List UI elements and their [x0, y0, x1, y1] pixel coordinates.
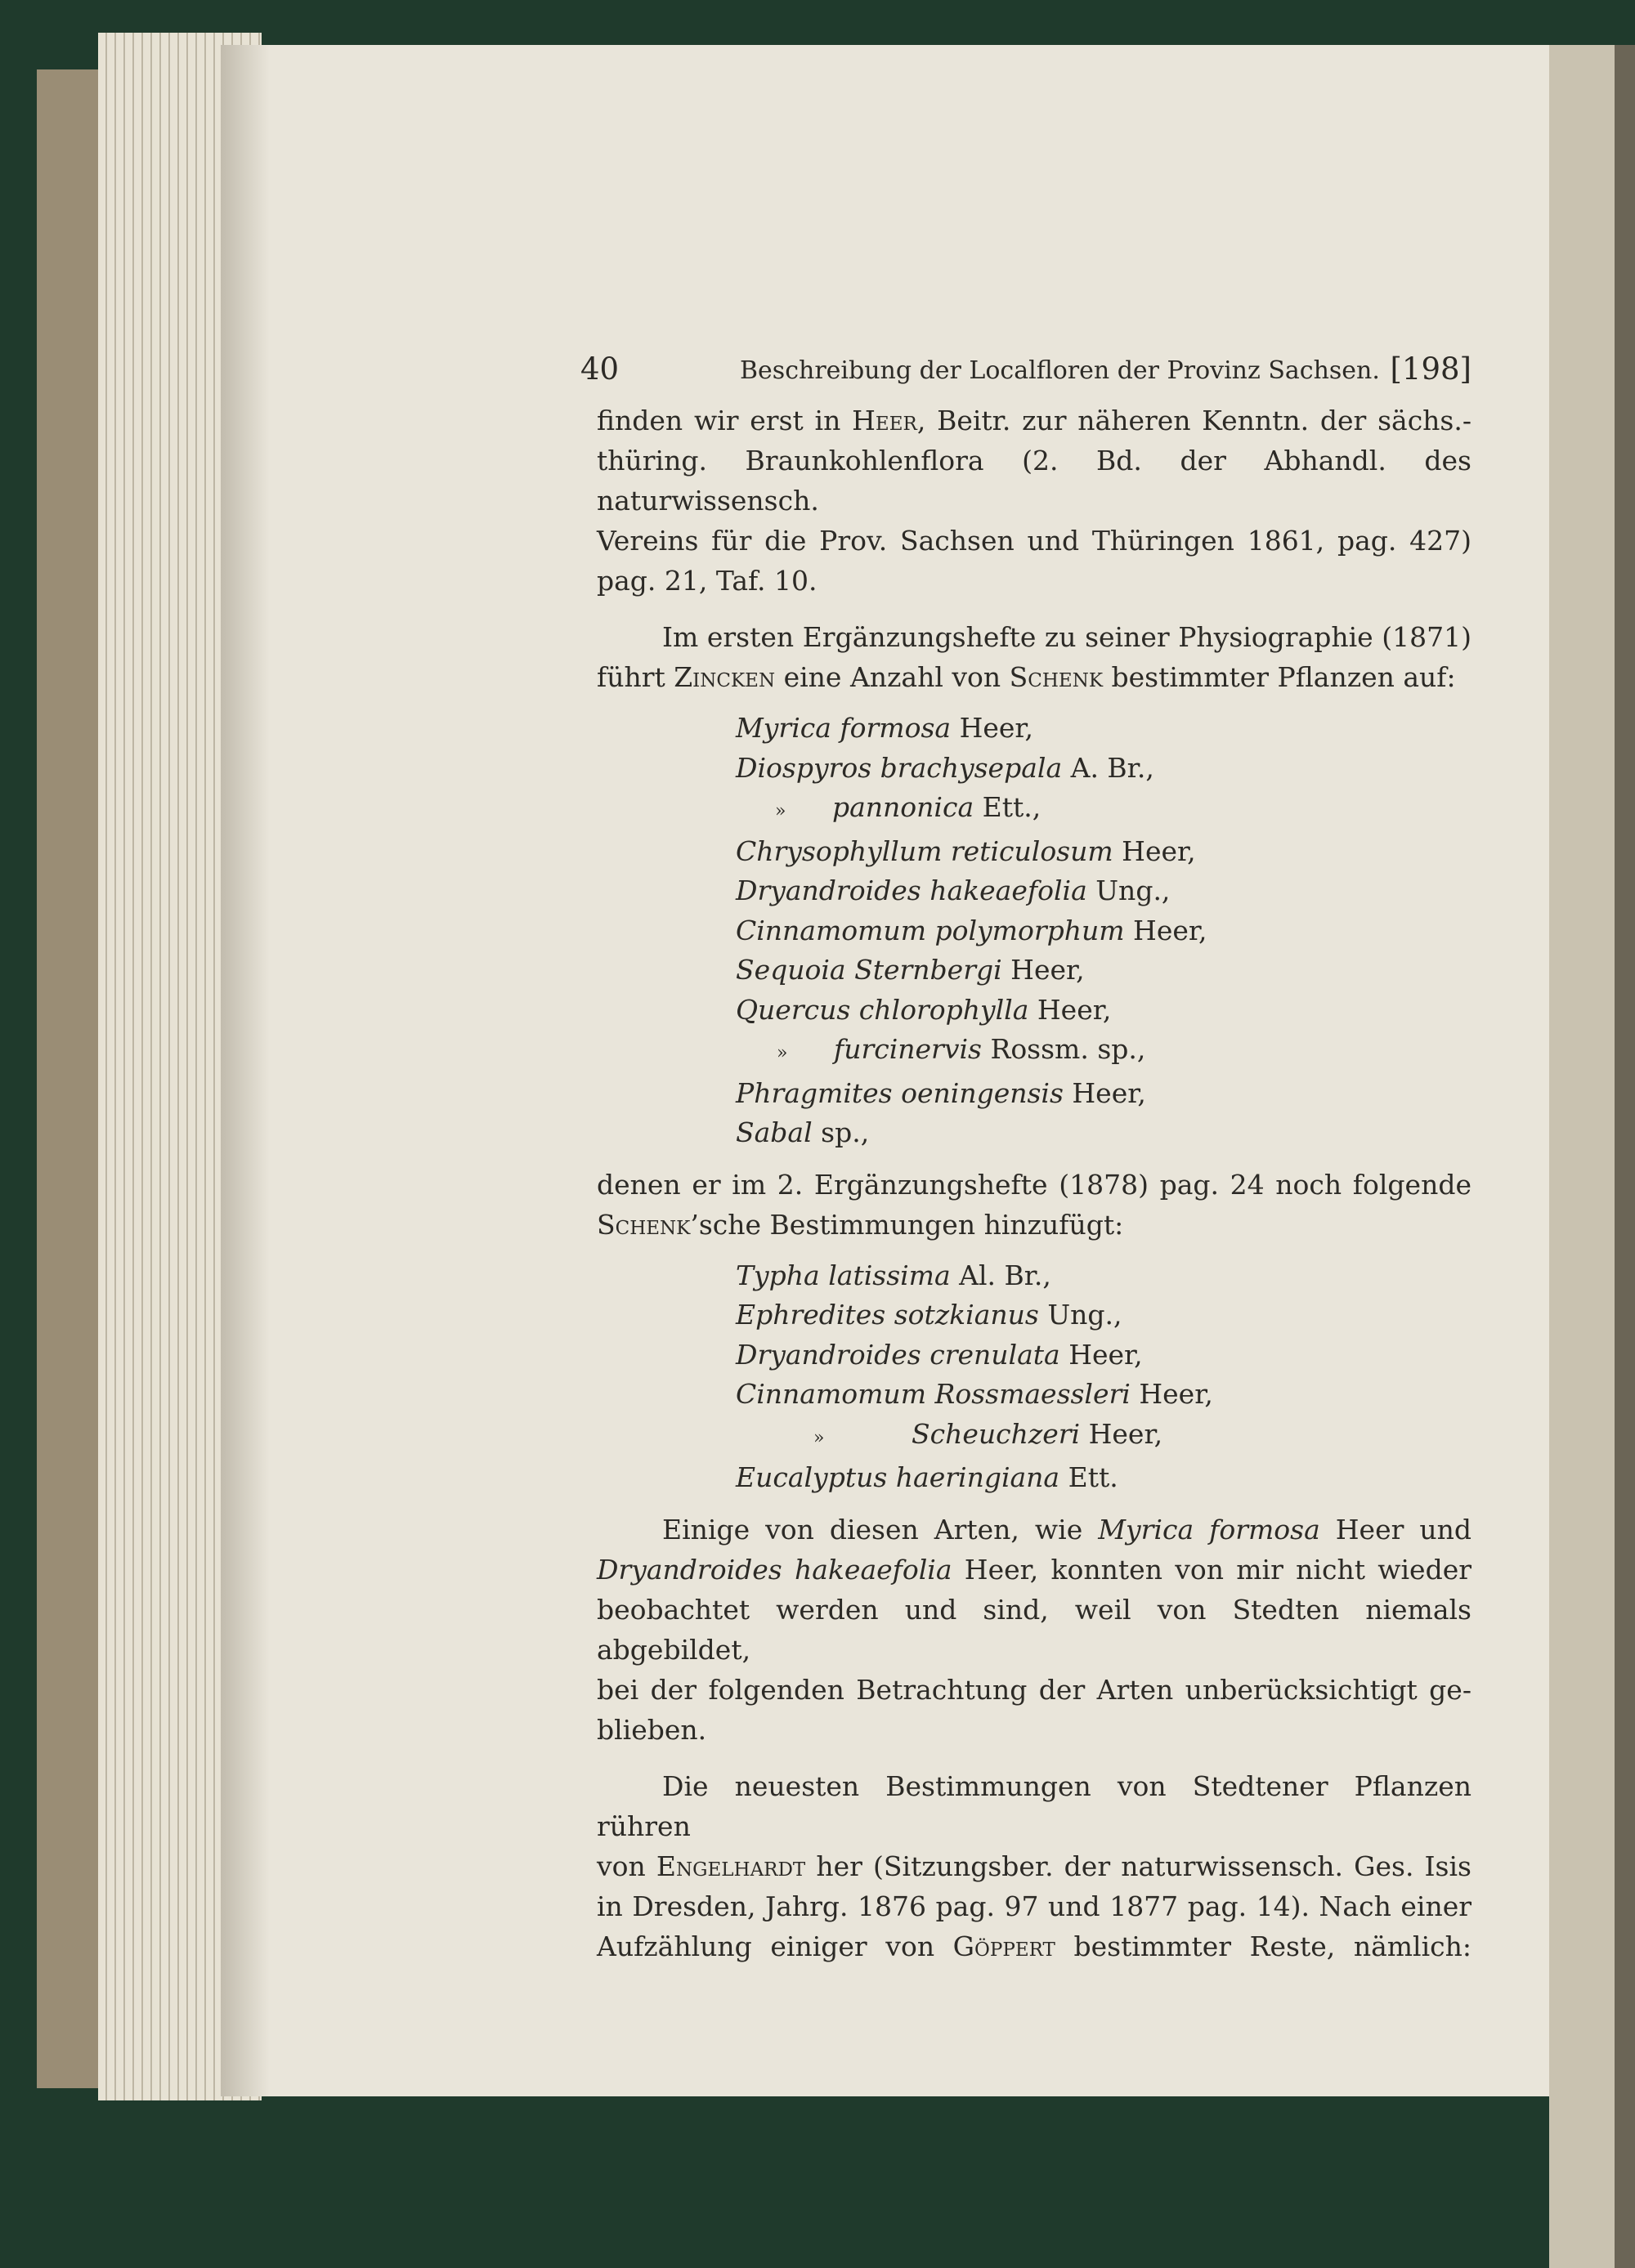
species: hakeaefolia: [929, 875, 1087, 906]
text: Heer, konnten von mir nicht wieder: [952, 1553, 1472, 1586]
text: bestimmter Pflanzen auf:: [1103, 661, 1456, 693]
list-item: [736, 1030, 1472, 1074]
species: formosa: [840, 712, 952, 744]
species-list-1: [736, 709, 1472, 1153]
list-item: [736, 991, 1472, 1031]
paragraph-4: [597, 1510, 1472, 1750]
text: Heer und: [1319, 1513, 1472, 1546]
text-line: [597, 657, 1472, 697]
text: Einige von diesen Arten, wie: [662, 1513, 1099, 1546]
list-item: [736, 1295, 1472, 1335]
text: bestimmter Reste, nämlich:: [1055, 1930, 1472, 1962]
species: oeningensis: [901, 1076, 1064, 1109]
species: crenulata: [929, 1338, 1060, 1371]
genus: Dryandroides: [736, 875, 921, 906]
genus: Typha: [736, 1259, 820, 1291]
author: Ung.,: [1095, 875, 1171, 906]
species-name: Myrica formosa: [1098, 1513, 1320, 1546]
text-line: [597, 1550, 1472, 1590]
list-item: [736, 951, 1472, 991]
paragraph-5: [597, 1766, 1472, 1966]
text-line: pag. 21, Taf. 10.: [597, 565, 818, 597]
genus: Sequoia: [736, 954, 846, 986]
ditto-mark: »: [813, 1427, 825, 1448]
genus: Myrica: [736, 712, 831, 744]
author: Heer,: [1133, 914, 1207, 946]
text-line: [597, 1846, 1472, 1886]
author: Ett.,: [982, 791, 1041, 823]
bracket-page-number: [198]: [1390, 351, 1472, 387]
running-title: Beschreibung der Localfloren der Provinz Sachsen.: [740, 356, 1380, 385]
text-line: Vereins für die Prov. Sachsen und Thüringen 1861, pag. 427): [597, 525, 1472, 557]
list-item: [736, 749, 1472, 789]
text: ’sche Bestimmungen hinzufügt:: [690, 1208, 1124, 1241]
author: Heer,: [1010, 954, 1085, 986]
text-line: beobachtet werden und sind, weil von Stedten niemals abgebildet,: [597, 1593, 1472, 1666]
list-item: [736, 1375, 1472, 1415]
author: Ett.: [1068, 1461, 1118, 1493]
species: Sternbergi: [854, 954, 1002, 986]
author: Heer,: [1088, 1417, 1163, 1450]
author: Heer,: [1072, 1076, 1146, 1109]
author: A. Br.,: [1070, 751, 1154, 784]
list-item: [736, 1415, 1472, 1459]
genus: Quercus: [736, 993, 851, 1026]
species: Scheuchzeri: [912, 1417, 1081, 1450]
genus: Diospyros: [736, 751, 872, 784]
text: her (Sitzungsber. der naturwissensch. Ges. Isis: [805, 1850, 1472, 1882]
genus: Chrysophyllum: [736, 834, 943, 867]
author-name: Heer: [852, 405, 917, 436]
species: sotzkianus: [894, 1299, 1039, 1331]
species: chlorophylla: [858, 993, 1029, 1026]
author: Al. Br.,: [959, 1259, 1051, 1291]
text-line: blieben.: [597, 1713, 707, 1746]
author: Ung.,: [1047, 1299, 1122, 1331]
text: führt: [597, 661, 674, 693]
text: finden wir erst in: [597, 405, 853, 436]
list-item: [736, 709, 1472, 749]
text-line: [597, 1205, 1472, 1245]
spacer: [597, 1750, 1472, 1766]
page-text: [580, 351, 1472, 1966]
text: , Beitr. zur näheren Kenntn. der sächs.-: [916, 405, 1472, 436]
text: Aufzählung einiger von: [597, 1930, 953, 1962]
species: haeringiana: [895, 1461, 1060, 1493]
author: Heer,: [959, 712, 1034, 744]
species: brachysepala: [880, 751, 1063, 784]
author: Rossm. sp.,: [990, 1033, 1146, 1065]
facing-page-shadow: [1615, 45, 1635, 2268]
list-item: [736, 871, 1472, 911]
species: furcinervis: [834, 1033, 982, 1065]
species: pannonica: [832, 791, 974, 823]
species: polymorphum: [934, 914, 1125, 946]
gutter-shadow: [221, 45, 270, 2096]
list-item: [736, 788, 1472, 832]
text-line: in Dresden, Jahrg. 1876 pag. 97 und 1877 pag. 14). Nach einer: [597, 1890, 1472, 1922]
paragraph-3: [597, 1165, 1472, 1245]
text: von: [597, 1850, 656, 1882]
spacer: [597, 601, 1472, 617]
author: Heer,: [1037, 993, 1112, 1026]
genus: Cinnamomum: [736, 1378, 926, 1410]
author-name: Göppert: [952, 1930, 1055, 1962]
text-line: Die neuesten Bestimmungen von Stedtener Pflanzen rühren: [597, 1769, 1472, 1842]
author-name: Engelhardt: [656, 1850, 806, 1882]
author-name: Schenk: [597, 1208, 691, 1241]
author: Heer,: [1122, 834, 1196, 867]
species-list-2: [736, 1256, 1472, 1498]
species-name: Dryandroides hakeaefolia: [597, 1553, 952, 1586]
ditto-mark: »: [775, 801, 786, 821]
genus: Sabal: [736, 1116, 813, 1148]
ditto-mark: »: [777, 1043, 788, 1063]
author-name: Schenk: [1009, 661, 1104, 693]
author-name: Zincken: [674, 661, 776, 693]
species: latissima: [828, 1259, 951, 1291]
text-line: [597, 1510, 1472, 1550]
list-item: [736, 832, 1472, 872]
species: reticulosum: [950, 834, 1113, 867]
genus: Phragmites: [736, 1076, 893, 1109]
list-item: [736, 1458, 1472, 1498]
paragraph-1: [597, 400, 1472, 601]
list-item: [736, 1113, 1472, 1153]
text-line: bei der folgenden Betrachtung der Arten unberücksichtigt ge-: [597, 1673, 1472, 1706]
author: sp.,: [821, 1116, 870, 1148]
text: eine Anzahl von: [775, 661, 1010, 693]
text-line: denen er im 2. Ergänzungshefte (1878) pag. 24 noch folgende: [597, 1168, 1472, 1201]
text-line: thüring. Braunkohlenflora (2. Bd. der Abhandl. des naturwissensch.: [597, 445, 1472, 517]
text-line: [597, 1926, 1472, 1966]
paragraph-2: [597, 617, 1472, 697]
genus: Dryandroides: [736, 1338, 921, 1371]
list-item: [736, 911, 1472, 951]
genus: Cinnamomum: [736, 914, 926, 946]
author: Heer,: [1068, 1338, 1143, 1371]
text-line: Im ersten Ergänzungshefte zu seiner Physiographie (1871): [662, 621, 1472, 653]
author: Heer,: [1139, 1378, 1213, 1410]
list-item: [736, 1335, 1472, 1376]
list-item: [736, 1074, 1472, 1114]
species: Rossmaessleri: [934, 1378, 1131, 1410]
text-line: [597, 400, 1472, 441]
genus: Eucalyptus: [736, 1461, 888, 1493]
page-number: 40: [580, 351, 620, 387]
list-item: [736, 1256, 1472, 1296]
running-header: [580, 351, 1472, 400]
genus: Ephredites: [736, 1299, 886, 1331]
